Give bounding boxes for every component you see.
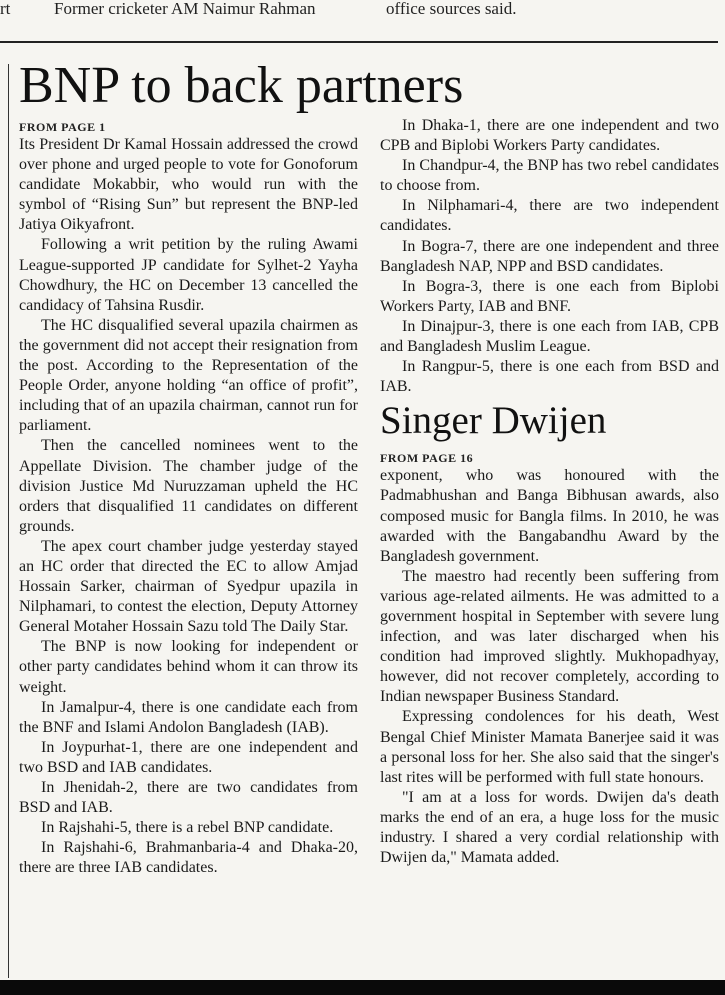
singer-paragraph: The maestro had recently been suffering from various age-related ailments. He was admitted to a government hospital in September with severe lung infection, and was later discharged when his condition had improved slightly. Mukhopadhyay, however, did not recover completely, according to Indian newspaper Business Standard. bbox=[380, 567, 719, 706]
bnp-paragraph: Following a writ petition by the ruling Awami League-supported JP candidate for Sylhet-2 Yayha Chowdhury, the HC on December 13 cancelled the candidacy of Tahsina Rusdir. bbox=[19, 236, 358, 314]
bnp-paragraph: Its President Dr Kamal Hossain addressed the crowd over phone and urged people to vote for Gonoforum candidate Mokabbir, who would run with the symbol of “Rising Sun” but represent the BNP-led Jatiya Oikyafront. bbox=[19, 136, 358, 234]
bnp-paragraph: In Rajshahi-5, there is a rebel BNP candidate. bbox=[41, 819, 334, 837]
top-fragment-right: office sources said. bbox=[386, 0, 517, 18]
article-column-right bbox=[380, 116, 719, 980]
bnp-paragraph: In Bogra-3, there is one each from Biplobi Workers Party, IAB and BNF. bbox=[380, 277, 719, 315]
bnp-paragraph: In Jamalpur-4, there is one candidate each from the BNF and Islami Andolon Bangladesh (IAB). bbox=[19, 698, 358, 736]
singer-paragraph: Expressing condolences for his death, West Bengal Chief Minister Mamata Banerjee said it was a personal loss for her. She also said that the singer's last rites will be performed with full state honours. bbox=[380, 708, 719, 786]
bnp-paragraph: In Dinajpur-3, there is one each from IAB, CPB and Bangladesh Muslim League. bbox=[380, 317, 719, 356]
singer-kicker: FROM PAGE 16 bbox=[380, 451, 474, 466]
bottom-dark-band bbox=[0, 980, 725, 995]
bnp-paragraph: In Rajshahi-6, Brahmanbaria-4 and Dhaka-20, there are three IAB candidates. bbox=[19, 839, 358, 877]
bnp-paragraph: In Nilphamari-4, there are two independent candidates. bbox=[380, 197, 719, 235]
bnp-paragraph: In Rangpur-5, there is one each from BSD and IAB. bbox=[380, 358, 719, 396]
top-fragment-left: rt bbox=[0, 0, 11, 18]
bnp-kicker: FROM PAGE 1 bbox=[19, 120, 106, 134]
bnp-paragraph: The apex court chamber judge yesterday stayed an HC order that directed the EC to allow Amjad Hossain Sarker, chairman of Syedpur upazila in Nilphamari, to contest the election, Deputy Attorney General Motaher Hossain Sazu told The Daily Star. bbox=[19, 537, 358, 636]
bnp-paragraph: In Joypurhat-1, there are one independent and two BSD and IAB candidates. bbox=[19, 738, 358, 776]
singer-paragraph: exponent, who was honoured with the Padmabhushan and Banga Bibhusan awards, also composed music for Bangla films. In 2010, he was awarded with the Bangabandhu Award by the Bangladesh government. bbox=[380, 467, 719, 565]
section-divider-rule bbox=[0, 41, 718, 43]
bnp-paragraph: In Bogra-7, there are one independent and three Bangladesh NAP, NPP and BSD candidates. bbox=[380, 237, 719, 275]
top-strip bbox=[0, 0, 725, 22]
bnp-paragraph: The HC disqualified several upazila chairmen as the government did not accept their resignation from the post. According to the Representation of the People Order, anyone holding “an office of profit”, including that of an upazila chairman, cannot run for parliament. bbox=[19, 316, 358, 435]
bnp-paragraph: Then the cancelled nominees went to the Appellate Division. The chamber judge of the division Justice Md Nuruzzaman upheld the HC orders that disqualified 11 candidates on different grounds. bbox=[19, 437, 358, 535]
singer-headline: Singer Dwijen bbox=[380, 399, 607, 443]
bnp-paragraph: In Dhaka-1, there are one independent and two CPB and Biplobi Workers Party candidates. bbox=[380, 117, 719, 155]
bnp-headline: BNP to back partners bbox=[19, 57, 464, 114]
bnp-paragraph: In Chandpur-4, the BNP has two rebel candidates to choose from. bbox=[380, 157, 719, 195]
bnp-paragraph: In Jhenidah-2, there are two candidates from BSD and IAB. bbox=[19, 779, 358, 817]
top-fragment-middle: Former cricketer AM Naimur Rahman bbox=[54, 0, 316, 18]
singer-paragraph: "I am at a loss for words. Dwijen da's death marks the end of an era, a huge loss for the music industry. I shared a very cordial relationship with Dwijen da," Mamata added. bbox=[380, 788, 719, 867]
column-edge-line bbox=[8, 64, 9, 978]
bnp-paragraph: The BNP is now looking for independent or other party candidates behind whom it can throw its weight. bbox=[19, 638, 358, 696]
